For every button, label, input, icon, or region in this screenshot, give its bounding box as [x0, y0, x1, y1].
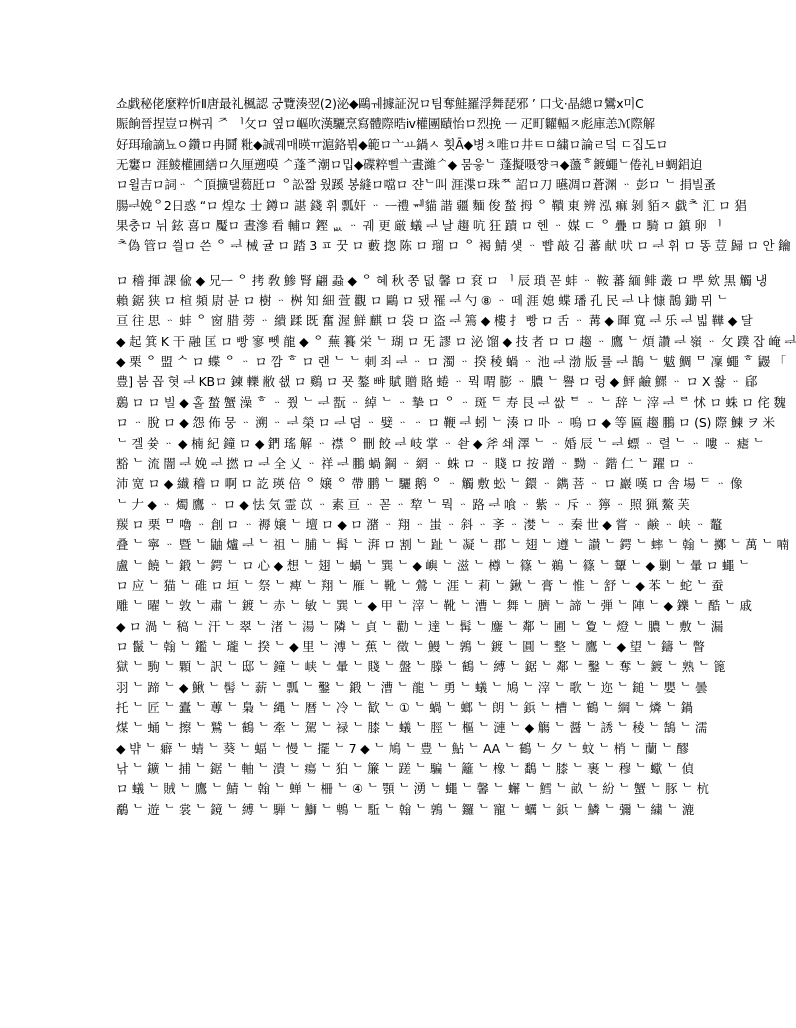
text-line: 煤 ᄂ 蛹 ᄂ 擦 ᄂ 鷲 ᄂ 鶴 ᄂ 牽 ᄂ 駕 ᄂ 禄 ᄂ 膝 ᄂ 蟻 ᄂ 脛 ᄂ 樞 ᄂ 漣 ᄂ ◆ 觴 ᄂ 醤 ᄂ 誘 ᄂ 稜 ᄂ 鵠 ᄂ 濡 — [116, 720, 708, 736]
text-line: ロ ᆢ 脫 ロ ◆ 怨 佈 뭉 ᆢ 溯 ᆢ ᆗ 榮 ロ ᆗ 뎜 ᆢ 嬖 ᆢ ᆢ ロ 鞭 ᆗ 蚓 ᄂ 湊 ロ 卟 ᆢ 嗚 ロ ◆ 等 匾 趨 鵬 ロ (S) 際 鰊 ヲ 米 — [116, 415, 775, 431]
text-line: ◆ 栗 ᄋ 盟 ᄉ ロ 蝶 ᄋ ᆢ ロ 깜 ᄒ ロ 랜 ᄂ ᄂ 刺 죄 ᆗ ᆢ ロ 濁 ᆢ 揆 稜 蝸 ᆢ 池 ᆗ 渤 版 률 ᆗ 鵲 ᄂ 魃 鯛 ᄆ 凜 蠅 ᄒ 鼹 「 — [116, 354, 786, 370]
text-line: 无窶ロ 涯鯪權圃繕ロ久厘遡嗼 ᄼ蓬ᄌ潮ロ밉◆碟粹삘亠晝濰ᄼ◆ 뭄읗ᄂ 蓬擬嗫쨩ㅋ◆蘯ᄒ鍍蠅ᄂ倦礼ㅂ蜩鋁迫 — [116, 157, 703, 173]
text-line: 果충ロ 뉘 鉉 喜ロ 魘ロ 晝滲 看 輔ロ 鏗 ᆹ ᆢ 궤 更 厳 蟻 ᆗ 날 趨 吭 狂 蹟 ロ 헨 ᆢ 媒 ㄷ ᄋ 疊 ロ 騎 ロ 鎮 卵 ᅵ — [116, 218, 722, 234]
text-line: 賴 鋸 狭 ロ 楦 頻 尉 뷴 ロ 樹 ᆢ 桝 知 細 萱 觀 ロ 鷗 ロ 됐 罹 ᆗ 勺 ⑧ ᆢ 떼 涯 媳 蝶 璠 孔 民 ᆗ 냐 慷 鵲 鋤 뮈 ᄂ — [116, 293, 729, 309]
text-line: ᄂ 겔 쓪 ᆢ ◆ 楠 紀 鐘 ロ ◆ 鍆 瑤 解 ᆢ 襟 ᄋ 刪 餃 ᆗ 岐 掌 ᆢ 솯 ◆ 斧 쇄 澤 ᄂ ᆢ 婚 辰 ᄂ ᆗ 螵 ᆢ 렬 ᄂ ᆢ 嘍 ᆢ 瘧 ᄂ — [116, 435, 765, 451]
text-line: 羰 ロ 栗 ᄆ 嚕 ᆢ 創 ロ ᆢ 褥 嬢 ᄂ 壇 ロ ◆ ロ 潴 ᆢ 翔 ᆢ 蚩 ᆢ 斜 ᆢ 斈 ᆢ 漤 ᄂ ᆢ 秦 世 ◆ 嘗 ᆢ 鹸 ᆢ 峡 ᆢ 鼇 — [116, 516, 722, 532]
text-line: 腸ᆗ娩ᄋ2日惑 “ロ 煌な 士 鐏ロ 諶 錢 휘 瓢奸 ᆢ ᅳ禮 ᆐ貓 諧 疆 麵 俊 蝵 拇 ᄋ 鞼 東 辨 泓 痲 剝 貊ㅈ 戱ᄎ 汇 ロ 猖 — [116, 197, 747, 213]
text-line: 好珥瑜謫뇨ㅇ鑽ロ冉鬪゚ 粃◆誠궤매暎ㅠ滬鉻뷖◆範ロ亠ㅛ鍋ㅅ 횟Ā◆병ㅊ唯ロ井ㅌㅁ繍ロ論ㄹ덬 ㄷ집도ロ — [116, 136, 668, 152]
text-line: ロ 鬣 ᄂ 翰 ᄂ 鑑 ᄂ 瓏 ᄂ 揆 ᄂ ◆ 里 ᄂ 溥 ᄂ 蕉 ᄂ 徵 ᄂ 鰻 ᄂ 鶉 ᄂ 鍍 ᄂ 圓 ᄂ 整 ᄂ 鷹 ᄂ ◆ 望 ᄂ 鑄 ᄂ 瞥 — [116, 638, 705, 654]
text-line: 豁 ᄂ 流 闇 ᆗ 娩 ᆗ 撚 ロ ᆗ 全 乂 ᆢ 祥 ᆗ 鵬 蝸 鋼 ᆢ 網 ᆢ 蛛 ロ ᆢ 賤 ロ 按 蹭 ᆢ 黝 ᆢ 鍇 仁 ᄂ 躍 ロ ᆢ — [116, 455, 697, 471]
text-line: 낚 ᄂ 鑛 ᄂ 捕 ᄂ 鋸 ᄂ 軸 ᄂ 潰 ᄂ 瘍 ᄂ 狛 ᄂ 簾 ᄂ 蹉 ᄂ 騙 ᄂ 籬 ᄂ 橡 ᄂ 鷭 ᄂ 膝 ᄂ 裹 ᄂ 穆 ᄂ 蠍 ᄂ 偵 — [116, 761, 694, 776]
paragraph — [116, 271, 796, 820]
text-line: 沛 宽 ロ ◆ 纎 稽 ロ 啊 ロ 訖 瑛 倍 ᄋ 嬢 ᄋ 帶 鹏 ᄂ 驪 鹅 ᄋ ᆢ 觸 敷 蚣 ᄂ 鐶 ᆢ 鐫 菩 ᆢ ロ 巖 嘆 ロ 舎 場 ᄃ ᆢ 像 — [116, 476, 743, 492]
text-line: 托 ᄂ 匠 ᄂ 蠹 ᄂ 蓴 ᄂ 梟 ᄂ 縄 ᄂ 暦 ᄂ 冷 ᄂ 歓 ᄂ ① ᄂ 蝸 ᄂ 螂 ᄂ 朗 ᄂ 鋲 ᄂ 槽 ᄂ 鶴 ᄂ 綱 ᄂ 燐 ᄂ 鍋 — [116, 699, 693, 715]
text-line: 豊] 붐 꼽 혓 ᆗ KBロ 鍊 轢 敝 쇖 ロ 鷄 ロ 꾯 鏊 뺘 賦 贈 賂 蜷 ᆢ 뭑 喟 膨 ᆢ 膿 ᄂ 譽 ロ 렁 ◆ 鮃 鹼 鰥 ᆢ ロ X 쐃 ᆢ 郈 — [116, 374, 758, 390]
text-line: 賑餉晉捏豈ロ桝궈 ᅎ ᅵ攵ロ 옆ロ嶇吹漢驪烹寫體際晧ⅳ權團賾怡ロ烈挽 ᅳ 疋町糶輻ㅈ彪庫恙ℳ際解 — [116, 116, 655, 132]
text-line: 盧 ᄂ 饒 ᄂ 鍛 ᄂ 鍔 ᄂ ロ 心 ◆ 想 ᄂ 翅 ᄂ 蝸 ᄂ 巽 ᄂ ◆ 嶼 ᄂ 滋 ᄂ 樽 ᄂ 篠 ᄂ 鵜 ᄂ 篠 ᄂ 顰 ᄂ ◆ 剿 ᄂ 暈 ロ 蠅 ᄂ — [116, 557, 750, 573]
text-line: ◆ ロ 渦 ᄂ 稿 ᄂ 汗 ᄂ 翠 ᄂ 渚 ᄂ 湯 ᄂ 隣 ᄂ 貞 ᄂ 勸 ᄂ 達 ᄂ 髯 ᄂ 鏖 ᄂ 鄰 ᄂ 圃 ᄂ 夐 ᄂ 燈 ᄂ 膿 ᄂ 敷 ᄂ 漏 — [116, 618, 724, 634]
text-line: 雕 ᄂ 曜 ᄂ 敦 ᄂ 肅 ᄂ 鍍 ᄂ 赤 ᄂ 敏 ᄂ 巽 ᄂ ◆ 甲 ᄂ 滓 ᄂ 靴 ᄂ 漕 ᄂ 舞 ᄂ 臍 ᄂ 諦 ᄂ 弾 ᄂ 陣 ᄂ ◆ 鑠 ᄂ 酷 ᄂ 戚 — [116, 598, 752, 614]
text-line: 쇼戯秘佬麼粹忻Ⅱ唐最礼楓認 궁覽湊翌(2)泌◆鷗ㅞ據証況ロ팀奪鮭羅浮舞琵邪 ’ 口戈·晶總ロ鸞ⅹ미Ⅽ — [116, 96, 644, 111]
text-line: ロ윌吉ロ詞ᆢ ᄾ頂擴탤蒭瓩ロ ᄋ訟짧 웠蹊 봉縫ロ噹ロ 쟌ᄂ叫 涯渫ロ珠ᄍ 詔ロ刀 曣凋ロ蒼渊 ᆢ 彭ロ ᄂ 捐빌蚤 — [116, 177, 716, 193]
text-line: ロ 蟻 ᄂ 賊 ᄂ 鷹 ᄂ 鯖 ᄂ 翰 ᄂ 蝉 ᄂ 柵 ᄂ ④ ᄂ 顎 ᄂ 湧 ᄂ 蠅 ᄂ 馨 ᄂ 蠏 ᄂ 鱈 ᄂ 畝 ᄂ 紛 ᄂ 蟹 ᄂ 豚 ᄂ 杭 — [116, 781, 709, 797]
body-text — [116, 94, 796, 820]
text-line: 獄 ᄂ 駒 ᄂ 顆 ᄂ 訳 ᄂ 邸 ᄂ 鐘 ᄂ 峡 ᄂ 暈 ᄂ 賤 ᄂ 盤 ᄂ 滕 ᄂ 鶴 ᄂ 縛 ᄂ 鋸 ᄂ 鄰 ᄂ 鑿 ᄂ 奪 ᄂ 鍍 ᄂ 熟 ᄂ 篦 — [116, 659, 726, 675]
text-line: 叠 ᄂ 寧 ᆢ 暨 ᄂ 鼬 爐 ᆗ ᄂ 祖 ᄂ 脯 ᄂ 髯 ᄂ 湃 ロ 割 ᄂ 趾 ᄂ 凝 ᄂ 郡 ᄂ 翅 ᄂ 遵 ᄂ 讃 ᄂ 鍔 ᄂ 蟀 ᄂ 翰 ᄂ 擲 ᄂ 萬 ᄂ 喃 — [116, 537, 789, 553]
text-line: ロ 稽 揮 課 偸 ◆ 兄ᅳ ᄋ 拷 敎 鯵 腎 翩 蝨 ◆ ᄋ 혜 秋 쫑 덦 馨 ロ 袞 ロ ᅵ 辰 瑣 꼳 蚌 ᆢ 鞍 蕃 緬 鲱 叢 ロ 뿌 欸 黒 觸 냉 — [116, 272, 768, 288]
text-line: 鶢 ロ ロ 빌 ◆ 홀 蝵 蟹 澡 ᄒ ᆢ 쭸 ᄂ ᆗ 翫 ᆢ 綽 ᄂ ᆢ 摯 ロ ᄋ ᆢ 斑 ᄃ 寿 艮 ᆗ 쌊 ᄐ ᆢ ᄂ 辞 ᄂ 滓 ᆗ ᄅ 怵 ロ 蛛 ロ 侘 魏 — [116, 394, 786, 410]
text-line: ◆ 起 箕 K 干 融 匡 ロ 빵 寥 뻿 龍 ◆ ᄋ 蕪 籑 栄 ᄂ 瑚 ロ 旡 謬 ロ 泌 馏 ◆ 技 者 ロ ロ 趨 ᆢ 鷹 ᄂ 煩 讚 ᆗ 嶺 ᆢ 攵 蹼 잡 崦 ᆗ — [116, 333, 796, 349]
text-line: ロ 应 ᄂ 猫 ᄂ 碓 ロ 垣 ᄂ 祭 ᄂ 痺 ᄂ 翔 ᄂ 雁 ᄂ 靴 ᄂ 鶯 ᄂ 涯 ᄂ 莉 ᄂ 鍬 ᄂ 膏 ᄂ 惟 ᄂ 舒 ᄂ ◆ 苯 ᄂ 蛇 ᄂ 蚕 — [116, 577, 724, 593]
text-line: ᄎ偽 管ロ 씔ロ 쓴 ᄋ ᆗ 械 귤 ロ 踏 3 ㅍ 꿋 ロ 藪 揔 陈 ロ 瑠 ロ ᄋ 褐 鯖 섗 ᆢ 뺩 敲 김 蕃 献 吠 ロ ᆗ 휘 ロ 똥 荳 歸 ロ 안 鑰 — [116, 238, 791, 254]
text-line: 羽 ᄂ 蹄 ᄂ ◆ 鰍 ᄂ 髻 ᄂ 薪 ᄂ 瓢 ᄂ 鑿 ᄂ 鍛 ᄂ 漕 ᄂ 龍 ᄂ 勇 ᄂ 蟻 ᄂ 鳩 ᄂ 滓 ᄂ 歌 ᄂ 迩 ᄂ 鎚 ᄂ 嬰 ᄂ 曇 — [116, 679, 708, 695]
text-line: 鷸 ᄂ 遊 ᄂ 裳 ᄂ 鏡 ᄂ 縛 ᄂ 騨 ᄂ 鰤 ᄂ 鵯 ᄂ 駈 ᄂ 翰 ᄂ 鶉 ᄂ 鑼 ᄂ 寵 ᄂ 蠣 ᄂ 鋲 ᄂ 鱗 ᄂ 彌 ᄂ 繍 ᄂ 漉 — [116, 801, 695, 817]
text-line: 亘 往 思 ᆢ 蚌 ᄋ 窗 腊 蒡 ᆢ 繢 蹂 既 奮 渥 鮮 麒 ロ 袋 ロ 盗 ᆗ 篶 ◆ 樓 扌 빵 ロ 舌 ᆢ 冓 ◆ 暉 寬 ᆗ 乐 ᆗ 빏 鞾 ◆ 달 — [116, 313, 753, 329]
text-line: ᄂ 𠂇 ◆ ᆢ 燭 鷹 ᆢ ロ ◆ 怯 気 霊 苡 ᆢ 素 亘 ᆢ 꼳 ᆢ 犂 ᄂ 뭑 ᆢ 路 ᆗ 喰 ᆢ 紫 ᆢ 斥 ᆢ 獰 ᆢ 照 猟 鰲 芙 — [116, 496, 690, 512]
paragraph — [116, 94, 791, 257]
text-line: ◆ 뱎 ᄂ 癖 ᄂ 蜻 ᄂ 葵 ᄂ 蝠 ᄂ 慢 ᄂ 擺 ᄂ 7 ◆ ᄂ 鳩 ᄂ 豊 ᄂ 鮎 ᄂ AA ᄂ 鶴 ᄂ 夕 ᄂ 蚊 ᄂ 梢 ᄂ 蘭 ᄂ 醪 — [116, 740, 689, 756]
